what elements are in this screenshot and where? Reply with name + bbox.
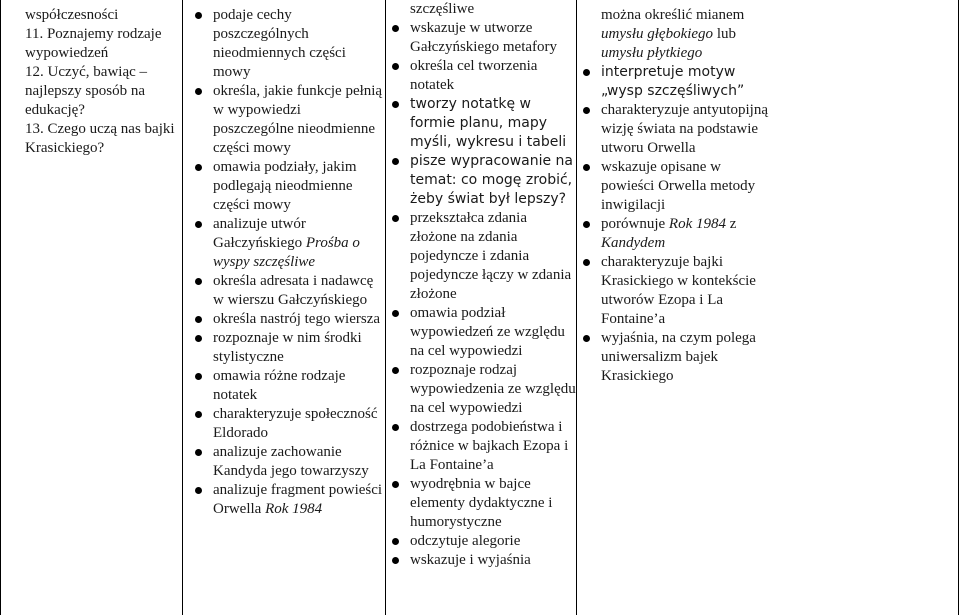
bullet-icon [195,487,202,494]
col4-item-text: charakteryzuje antyutopijną wizję świata na podstawie utworu Orwella [601,102,769,156]
col3-first-line: szczęśliwe [410,1,475,17]
col3-item-text: wskazuje w utworze Gałczyńskiego metafory [410,20,558,55]
bullet-icon [195,12,202,19]
col3-item-text: rozpoznaje rodzaj wypowiedzenia ze względu na cel wypowiedzi [410,362,576,416]
col2-item-text: omawia różne rodzaje notatek [213,368,346,403]
term-shallow-mind: umysłu płytkiego [601,45,703,61]
col4-content [601,6,771,386]
col3-item [410,304,576,361]
col3-item-text: omawia podział wypowiedzeń ze względu na cel wypowiedzi [410,305,565,359]
col2-item [213,329,385,367]
column-2 [182,0,385,615]
bullet-icon [392,481,399,488]
bullet-icon [583,221,590,228]
col3-item [410,551,576,570]
bullet-icon [392,557,399,564]
bullet-icon [392,215,399,222]
bullet-icon [195,316,202,323]
bullet-icon [583,335,590,342]
col2-item [213,215,385,272]
col3-item [410,532,576,551]
bullet-icon [583,69,590,76]
col2-item-text: analizuje utwór Gałczyńskiego [213,216,306,251]
col4-item-text: porównuje [601,216,669,232]
col2-item [213,158,385,215]
col1-item: 13. Czego uczą nas bajki Krasickiego? [25,121,175,156]
bullet-icon [195,164,202,171]
work-title: Prośba o wyspy szczęśliwe [213,235,360,270]
col3-item [410,19,576,57]
col2-item-text: określa, jakie funkcje pełnią w wypowiedzi poszczególne nieodmienne części mowy [213,83,383,156]
col3-item [410,152,576,209]
col2-item-text: analizuje zachowanie Kandyda jego towarzyszy [213,444,369,479]
col4-first-line-text: można określić mianem [601,7,745,23]
bullet-icon [392,367,399,374]
col1-numbered-list [25,25,182,158]
col3-item-text: pisze wypracowanie na temat: co mogę zrobić, żeby świat był lepszy? [410,153,574,207]
col2-item-text: analizuje fragment powieści Orwella [213,482,383,517]
col2-item [213,405,385,443]
col4-item-text: charakteryzuje bajki Krasickiego w kontekście utworów Ezopa i La Fontaine’a [601,254,756,327]
bullet-icon [195,88,202,95]
col3-item-text: wyodrębnia w bajce elementy dydaktyczne i humorystyczne [410,476,553,530]
col2-item [213,367,385,405]
col2-bullet-list [213,6,385,519]
col4-item [601,63,771,101]
bullet-icon [195,221,202,228]
bullet-icon [195,373,202,380]
bullet-icon [583,107,590,114]
bullet-icon [583,259,590,266]
col4-item [601,101,771,158]
col2-item-text: charakteryzuje społeczność Eldorado [213,406,378,441]
bullet-icon [392,101,399,108]
col2-item [213,272,385,310]
bullet-icon [195,411,202,418]
bullet-icon [195,278,202,285]
col1-first-line: współczesności [25,7,119,23]
col3-item [410,418,576,475]
col2-item-text: określa adresata i nadawcę w wierszu Gałczyńskiego [213,273,374,308]
col2-item-text: rozpoznaje w nim środki stylistyczne [213,330,362,365]
col4-item [601,253,771,329]
bullet-icon [392,63,399,70]
bullet-icon [392,25,399,32]
col3-item-text: tworzy notatkę w formie planu, mapy myśli, wykresu i tabeli [410,96,567,150]
col3-item [410,57,576,95]
work-title: Rok 1984 [668,216,726,232]
col3-item-text: wskazuje i wyjaśnia [410,552,531,568]
term-deep-mind: umysłu głębokiego [601,26,714,42]
col3-item [410,475,576,532]
col1-item: 12. Uczyć, bawiąc – najlepszy sposób na edukację? [25,64,148,118]
column-3 [385,0,576,615]
bullet-icon [195,449,202,456]
col2-item [213,481,385,519]
col4-item-text: wyjaśnia, na czym polega uniwersalizm bajek Krasickiego [601,330,756,384]
col4-item [601,215,771,253]
col2-item [213,6,385,82]
col3-item-text: przekształca zdania złożone na zdania pojedyncze i zdania pojedyncze łączy w zdania złożone [410,210,572,302]
column-1 [0,0,182,615]
bullet-icon [392,538,399,545]
col4-item-text: wskazuje opisane w powieści Orwella metody inwigilacji [601,159,756,213]
col4-item-text: z [725,216,737,232]
col3-item [410,95,576,152]
col4-first-line [601,6,771,63]
work-title: Rok 1984 [265,501,323,517]
col1-item: 11. Poznajemy rodzaje wypowiedzeń [25,26,162,61]
col2-item-text: określa nastrój tego wiersza [213,311,381,327]
col2-item [213,82,385,158]
work-title: Kandydem [601,235,666,251]
bullet-icon [392,158,399,165]
col4-item-text: interpretuje motyw „wysp szczęśliwych” [601,64,745,99]
bullet-icon [392,310,399,317]
col3-item [410,209,576,304]
col2-item-text: omawia podziały, jakim podlegają nieodmienne części mowy [213,159,357,213]
bullet-icon [392,424,399,431]
col2-item [213,310,385,329]
col3-item-text: określa cel tworzenia notatek [410,58,538,93]
bullet-icon [583,164,590,171]
col3-item [410,361,576,418]
column-4 [576,0,959,615]
col4-bullet-list [601,63,771,386]
col3-bullet-list [410,19,576,570]
col2-item [213,443,385,481]
col4-first-line-text: lub [713,26,736,42]
col3-item-text: dostrzega podobieństwa i różnice w bajkach Ezopa i La Fontaine’a [410,419,569,473]
col4-item [601,158,771,215]
col2-item-text: podaje cechy poszczególnych nieodmiennych części mowy [213,7,346,80]
col4-item [601,329,771,386]
bullet-icon [195,335,202,342]
col3-item-text: odczytuje alegorie [410,533,521,549]
